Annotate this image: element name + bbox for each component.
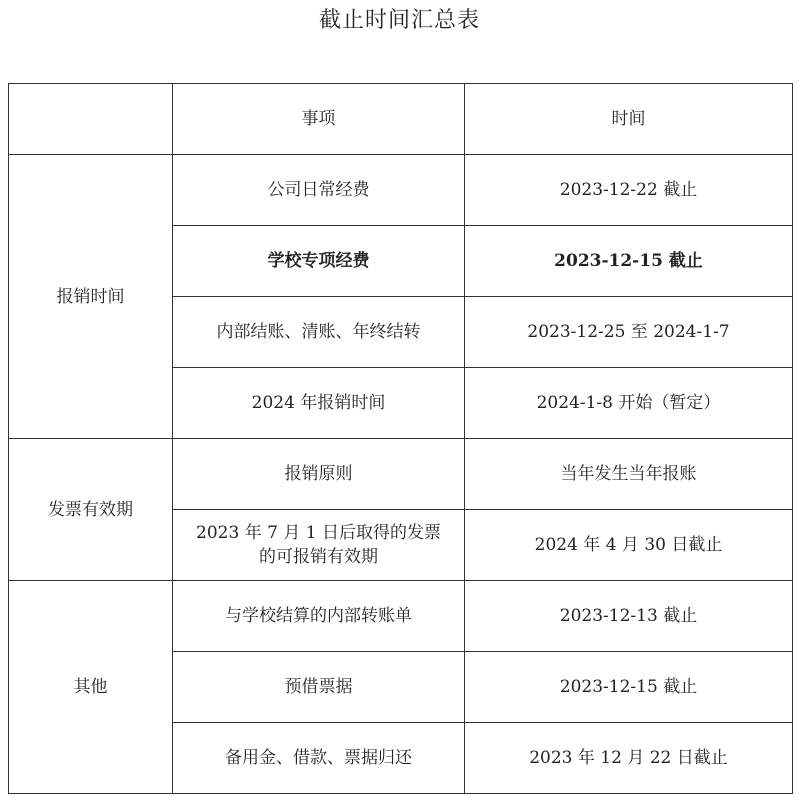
item-cell: 备用金、借款、票据归还 (173, 723, 465, 794)
time-cell: 2023-12-15 截止 (465, 652, 793, 723)
item-cell-line: 的可报销有效期 (259, 547, 378, 567)
page-title: 截止时间汇总表 (318, 8, 480, 33)
deadline-summary-table (8, 83, 793, 794)
item-cell: 与学校结算的内部转账单 (173, 581, 465, 652)
table-row (9, 439, 793, 510)
time-cell: 2023-12-13 截止 (465, 581, 793, 652)
time-cell: 2023-12-22 截止 (465, 155, 793, 226)
header-group-cell (9, 84, 173, 155)
header-time-cell: 时间 (465, 84, 793, 155)
time-cell: 2023 年 12 月 22 日截止 (465, 723, 793, 794)
item-cell-line: 2023 年 7 月 1 日后取得的发票 (196, 523, 441, 543)
table-row (9, 155, 793, 226)
table-header-row (9, 84, 793, 155)
item-cell: 学校专项经费 (173, 226, 465, 297)
item-cell: 公司日常经费 (173, 155, 465, 226)
table-row (9, 581, 793, 652)
header-item-cell: 事项 (173, 84, 465, 155)
item-cell: 报销原则 (173, 439, 465, 510)
item-cell (173, 510, 465, 581)
group-cell-reimbursement: 报销时间 (9, 155, 173, 439)
time-cell: 2024-1-8 开始（暂定） (465, 368, 793, 439)
item-cell: 内部结账、清账、年终结转 (173, 297, 465, 368)
group-cell-other: 其他 (9, 581, 173, 794)
group-cell-invoice-validity: 发票有效期 (9, 439, 173, 581)
item-cell: 2024 年报销时间 (173, 368, 465, 439)
time-cell: 2023-12-25 至 2024-1-7 (465, 297, 793, 368)
item-cell: 预借票据 (173, 652, 465, 723)
time-cell: 当年发生当年报账 (465, 439, 793, 510)
time-cell: 2023-12-15 截止 (465, 226, 793, 297)
time-cell: 2024 年 4 月 30 日截止 (465, 510, 793, 581)
